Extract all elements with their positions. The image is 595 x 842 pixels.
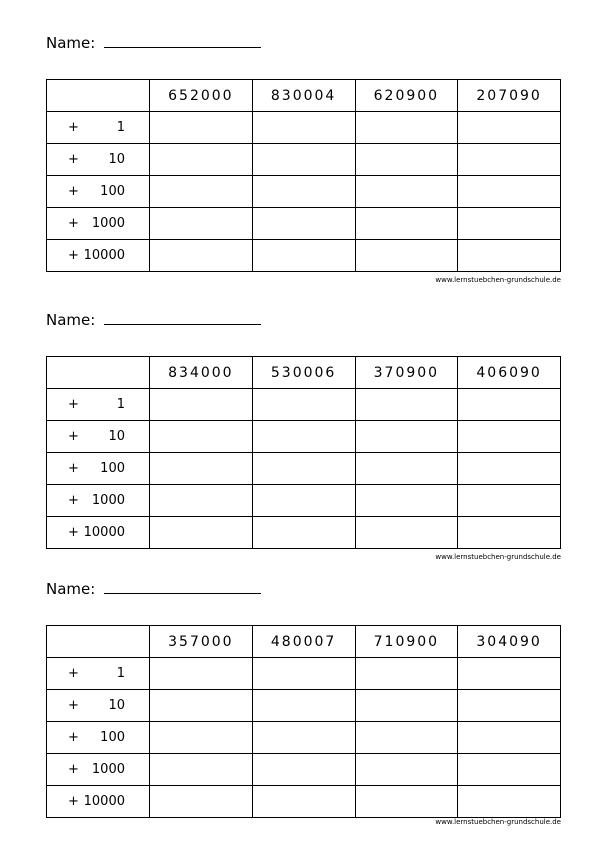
answer-cell[interactable] bbox=[150, 690, 253, 722]
answer-cell[interactable] bbox=[458, 144, 561, 176]
answer-cell[interactable] bbox=[458, 690, 561, 722]
name-line[interactable] bbox=[104, 47, 261, 48]
answer-cell[interactable] bbox=[150, 144, 253, 176]
table-row bbox=[47, 144, 561, 176]
plus-sign: + bbox=[68, 248, 79, 263]
answer-cell[interactable] bbox=[458, 485, 561, 517]
answer-cell[interactable] bbox=[458, 453, 561, 485]
answer-cell[interactable] bbox=[458, 517, 561, 549]
table-row bbox=[47, 485, 561, 517]
answer-cell[interactable] bbox=[252, 208, 355, 240]
answer-cell[interactable] bbox=[252, 176, 355, 208]
addition-table bbox=[46, 625, 561, 818]
answer-cell[interactable] bbox=[458, 389, 561, 421]
answer-cell[interactable] bbox=[355, 658, 458, 690]
addend: 1000 bbox=[91, 762, 125, 777]
plus-sign: + bbox=[68, 525, 79, 540]
credit-text: www.lernstuebchen-grundschule.de bbox=[435, 818, 561, 826]
addend: 1 bbox=[116, 666, 125, 681]
row-label bbox=[47, 208, 150, 240]
row-label bbox=[47, 453, 150, 485]
corner-cell bbox=[47, 80, 150, 112]
answer-cell[interactable] bbox=[458, 421, 561, 453]
addend: 10000 bbox=[83, 794, 125, 809]
table-row bbox=[47, 690, 561, 722]
answer-cell[interactable] bbox=[150, 658, 253, 690]
addition-table bbox=[46, 356, 561, 549]
answer-cell[interactable] bbox=[355, 485, 458, 517]
addend: 10 bbox=[108, 698, 125, 713]
header-row bbox=[47, 626, 561, 658]
answer-cell[interactable] bbox=[150, 786, 253, 818]
answer-cell[interactable] bbox=[150, 112, 253, 144]
answer-cell[interactable] bbox=[150, 421, 253, 453]
table-row bbox=[47, 754, 561, 786]
addend: 10 bbox=[108, 429, 125, 444]
addend: 100 bbox=[100, 730, 125, 745]
table-row bbox=[47, 176, 561, 208]
table-row bbox=[47, 389, 561, 421]
table-row bbox=[47, 517, 561, 549]
answer-cell[interactable] bbox=[355, 453, 458, 485]
row-label bbox=[47, 112, 150, 144]
row-label bbox=[47, 754, 150, 786]
table-row bbox=[47, 658, 561, 690]
answer-cell[interactable] bbox=[355, 240, 458, 272]
answer-cell[interactable] bbox=[252, 240, 355, 272]
answer-cell[interactable] bbox=[355, 421, 458, 453]
number-cell: 357000 bbox=[150, 626, 253, 658]
answer-cell[interactable] bbox=[355, 389, 458, 421]
plus-sign: + bbox=[68, 762, 79, 777]
number-cell: 480007 bbox=[252, 626, 355, 658]
answer-cell[interactable] bbox=[355, 754, 458, 786]
answer-cell[interactable] bbox=[355, 786, 458, 818]
table-row bbox=[47, 421, 561, 453]
name-label: Name: bbox=[46, 34, 96, 52]
addend: 10 bbox=[108, 152, 125, 167]
plus-sign: + bbox=[68, 429, 79, 444]
name-line[interactable] bbox=[104, 593, 261, 594]
table-row bbox=[47, 722, 561, 754]
addend: 100 bbox=[100, 184, 125, 199]
plus-sign: + bbox=[68, 794, 79, 809]
row-label bbox=[47, 690, 150, 722]
answer-cell[interactable] bbox=[252, 389, 355, 421]
header-row bbox=[47, 357, 561, 389]
number-cell: 207090 bbox=[458, 80, 561, 112]
answer-cell[interactable] bbox=[355, 208, 458, 240]
plus-sign: + bbox=[68, 184, 79, 199]
row-label bbox=[47, 176, 150, 208]
answer-cell[interactable] bbox=[150, 517, 253, 549]
plus-sign: + bbox=[68, 216, 79, 231]
table-row bbox=[47, 208, 561, 240]
row-label bbox=[47, 389, 150, 421]
answer-cell[interactable] bbox=[458, 722, 561, 754]
number-cell: 406090 bbox=[458, 357, 561, 389]
answer-cell[interactable] bbox=[252, 754, 355, 786]
corner-cell bbox=[47, 626, 150, 658]
answer-cell[interactable] bbox=[252, 722, 355, 754]
addend: 1000 bbox=[91, 493, 125, 508]
answer-cell[interactable] bbox=[458, 176, 561, 208]
answer-cell[interactable] bbox=[458, 240, 561, 272]
answer-cell[interactable] bbox=[458, 112, 561, 144]
answer-cell[interactable] bbox=[458, 658, 561, 690]
number-cell: 830004 bbox=[252, 80, 355, 112]
name-label: Name: bbox=[46, 311, 96, 329]
answer-cell[interactable] bbox=[150, 754, 253, 786]
plus-sign: + bbox=[68, 666, 79, 681]
answer-cell[interactable] bbox=[252, 517, 355, 549]
row-label bbox=[47, 240, 150, 272]
answer-cell[interactable] bbox=[150, 485, 253, 517]
plus-sign: + bbox=[68, 397, 79, 412]
name-label: Name: bbox=[46, 580, 96, 598]
addend: 1000 bbox=[91, 216, 125, 231]
table-row bbox=[47, 453, 561, 485]
number-cell: 834000 bbox=[150, 357, 253, 389]
answer-cell[interactable] bbox=[458, 208, 561, 240]
table-row bbox=[47, 112, 561, 144]
addend: 10000 bbox=[83, 525, 125, 540]
answer-cell[interactable] bbox=[150, 208, 253, 240]
plus-sign: + bbox=[68, 698, 79, 713]
name-line[interactable] bbox=[104, 324, 261, 325]
answer-cell[interactable] bbox=[355, 690, 458, 722]
number-cell: 304090 bbox=[458, 626, 561, 658]
answer-cell[interactable] bbox=[355, 112, 458, 144]
answer-cell[interactable] bbox=[355, 176, 458, 208]
number-cell: 652000 bbox=[150, 80, 253, 112]
table-row bbox=[47, 786, 561, 818]
corner-cell bbox=[47, 357, 150, 389]
answer-cell[interactable] bbox=[355, 722, 458, 754]
addition-table bbox=[46, 79, 561, 272]
answer-cell[interactable] bbox=[252, 485, 355, 517]
answer-cell[interactable] bbox=[150, 722, 253, 754]
row-label bbox=[47, 144, 150, 176]
addend: 1 bbox=[116, 397, 125, 412]
answer-cell[interactable] bbox=[150, 389, 253, 421]
answer-cell[interactable] bbox=[458, 754, 561, 786]
answer-cell[interactable] bbox=[252, 453, 355, 485]
answer-cell[interactable] bbox=[252, 421, 355, 453]
number-cell: 370900 bbox=[355, 357, 458, 389]
row-label bbox=[47, 722, 150, 754]
number-cell: 620900 bbox=[355, 80, 458, 112]
number-cell: 530006 bbox=[252, 357, 355, 389]
row-label bbox=[47, 421, 150, 453]
addend: 1 bbox=[116, 120, 125, 135]
answer-cell[interactable] bbox=[252, 144, 355, 176]
number-cell: 710900 bbox=[355, 626, 458, 658]
answer-cell[interactable] bbox=[252, 112, 355, 144]
row-label bbox=[47, 485, 150, 517]
answer-cell[interactable] bbox=[150, 453, 253, 485]
addend: 100 bbox=[100, 461, 125, 476]
table-row bbox=[47, 240, 561, 272]
answer-cell[interactable] bbox=[355, 144, 458, 176]
plus-sign: + bbox=[68, 730, 79, 745]
credit-text: www.lernstuebchen-grundschule.de bbox=[435, 276, 561, 284]
answer-cell[interactable] bbox=[458, 786, 561, 818]
row-label bbox=[47, 658, 150, 690]
plus-sign: + bbox=[68, 461, 79, 476]
addend: 10000 bbox=[83, 248, 125, 263]
answer-cell[interactable] bbox=[150, 240, 253, 272]
answer-cell[interactable] bbox=[252, 658, 355, 690]
answer-cell[interactable] bbox=[150, 176, 253, 208]
answer-cell[interactable] bbox=[252, 786, 355, 818]
plus-sign: + bbox=[68, 493, 79, 508]
row-label bbox=[47, 786, 150, 818]
answer-cell[interactable] bbox=[355, 517, 458, 549]
header-row bbox=[47, 80, 561, 112]
answer-cell[interactable] bbox=[252, 690, 355, 722]
plus-sign: + bbox=[68, 152, 79, 167]
plus-sign: + bbox=[68, 120, 79, 135]
row-label bbox=[47, 517, 150, 549]
credit-text: www.lernstuebchen-grundschule.de bbox=[435, 553, 561, 561]
